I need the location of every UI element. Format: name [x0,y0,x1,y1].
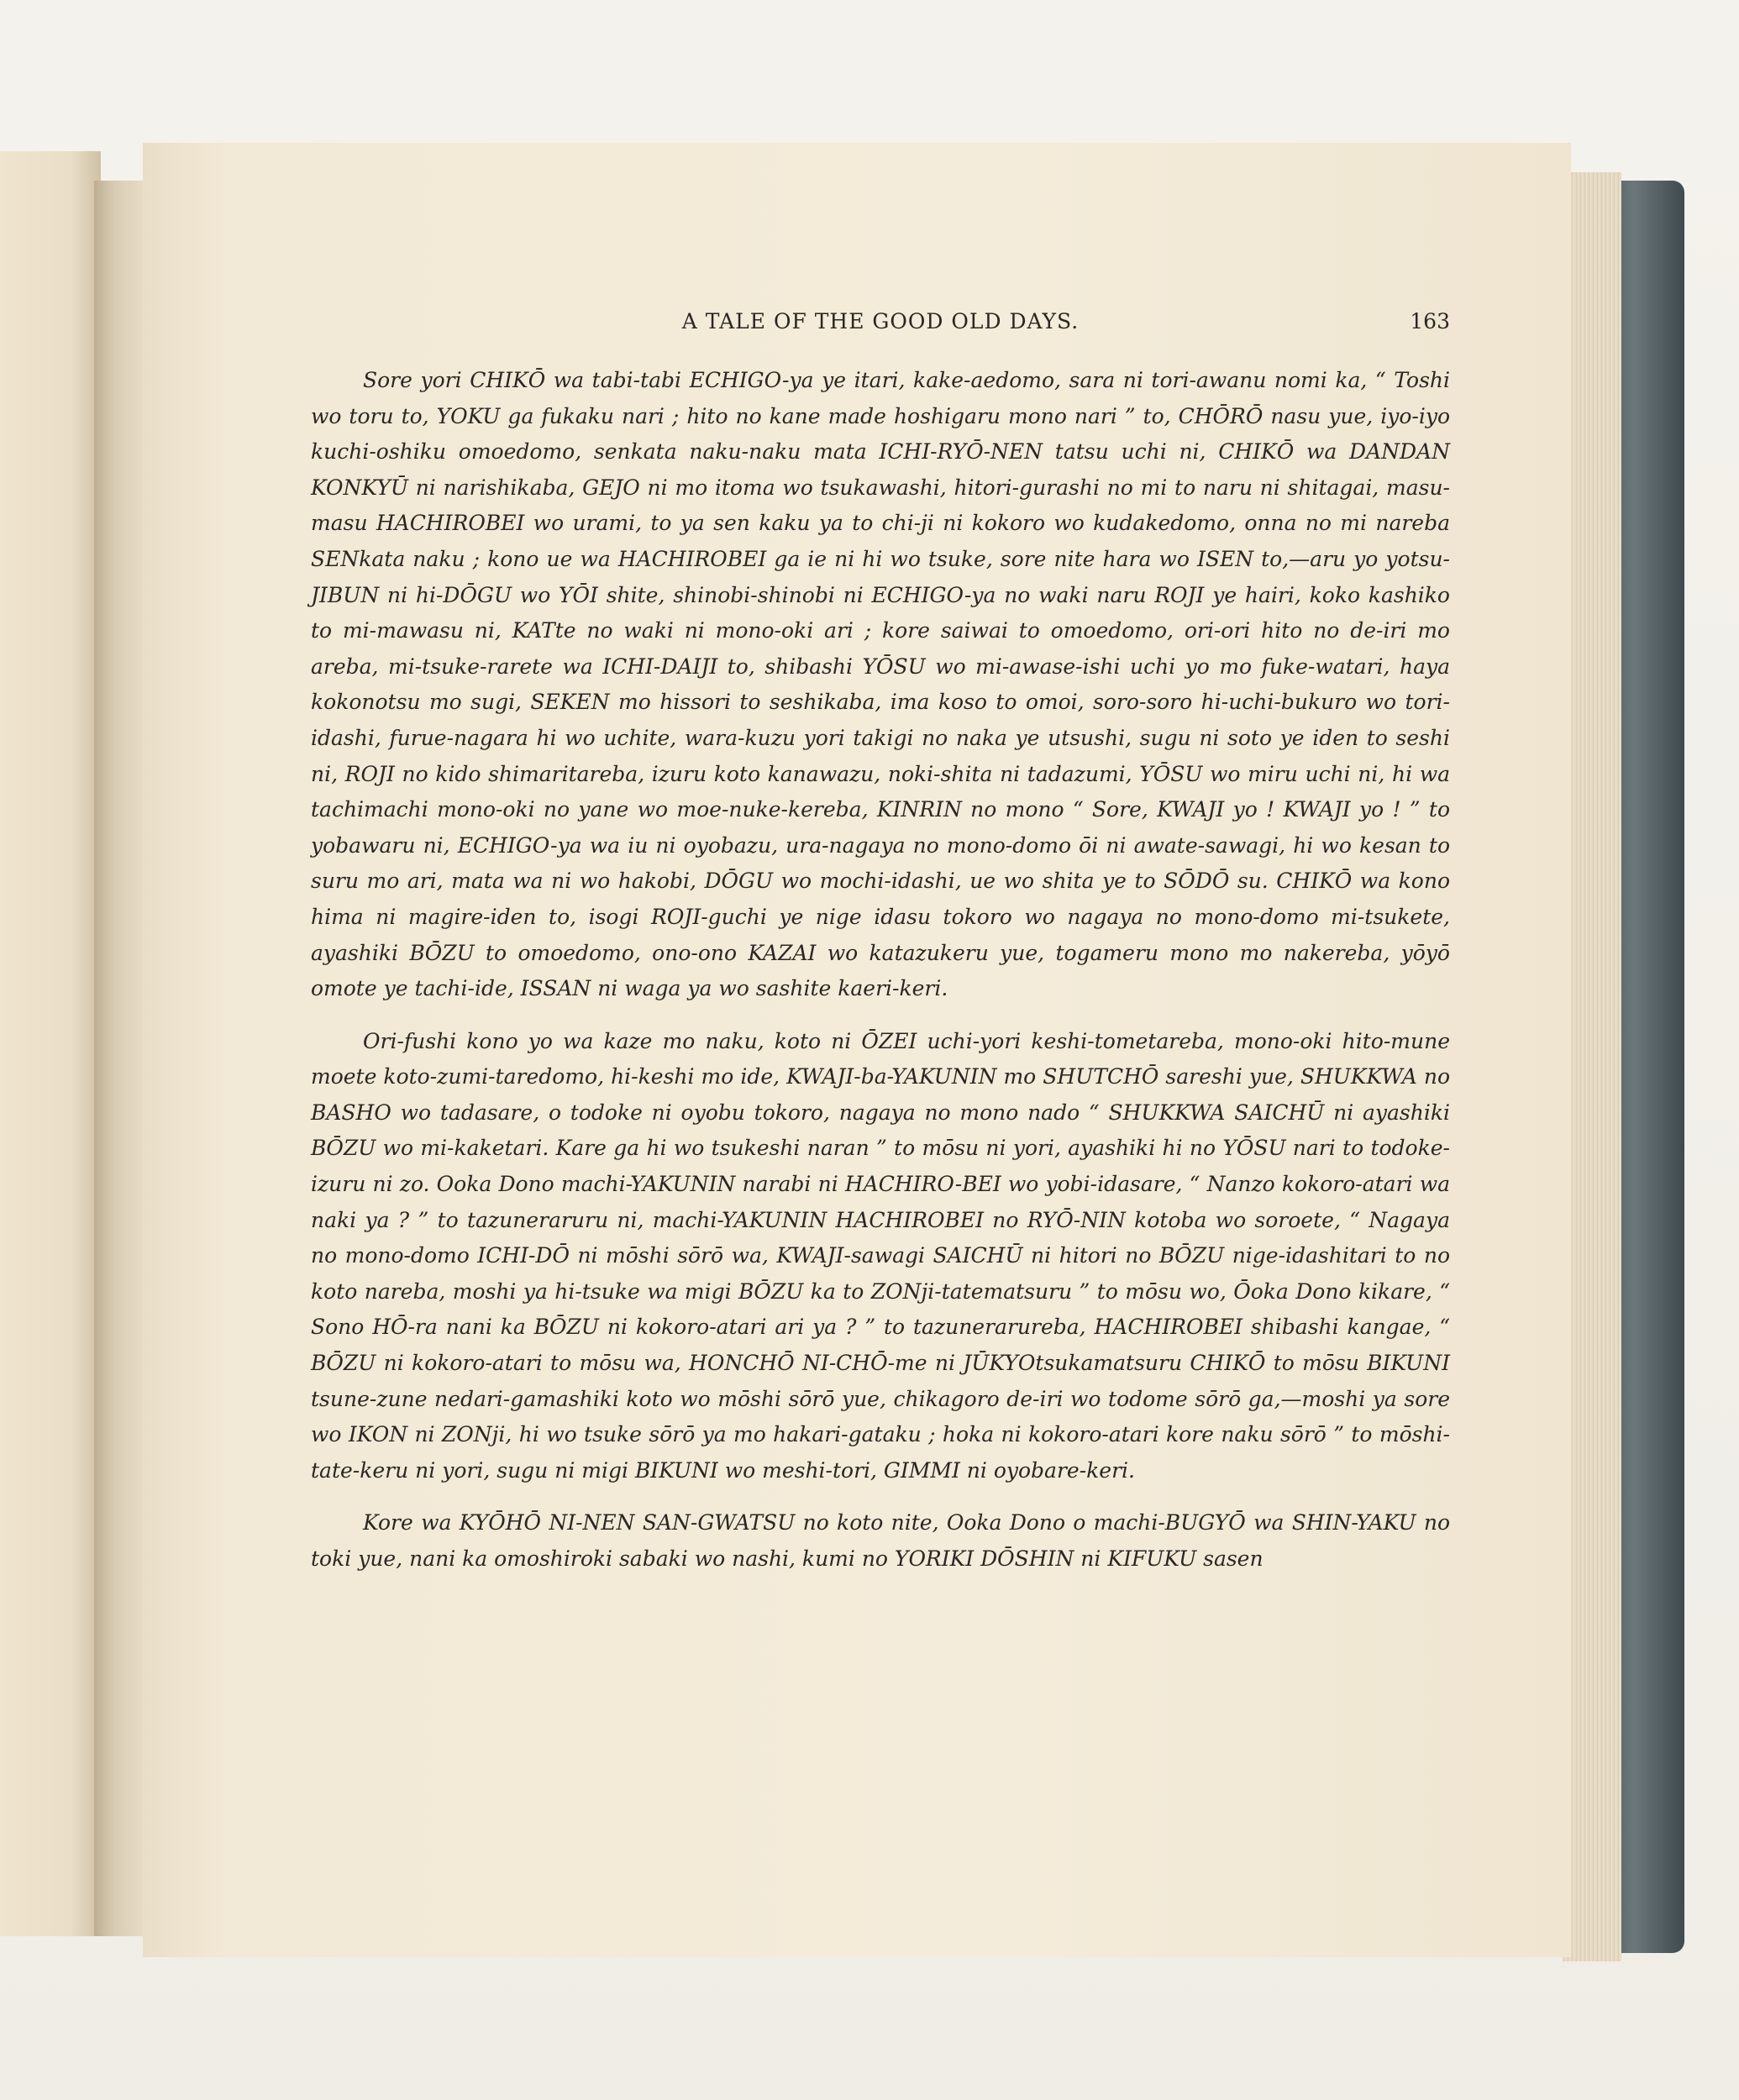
paragraph-1: Sore yori CHIKŌ wa tabi-tabi ECHIGO-ya ye itari, kake-aedomo, sara ni tori-awanu nomi ka, “ Toshi wo toru to, YOKU ga fukaku nari ; hito no kane made hoshigaru mono nari ” to, CHŌRŌ nasu yue, iyo-iyo kuchi-oshiku omoedomo, senkata naku-naku mata ICHI-RYŌ-NEN tatsu uchi ni, CHIKŌ wa DANDAN KONKYŪ ni narishikaba, GEJO ni mo itoma wo tsukawashi, hitori-gurashi no mi to naru ni shitagai, masu-masu HACHIROBEI wo urami, to ya sen kaku ya to chi-ji ni kokoro wo kudakedomo, onna no mi nareba SENkata naku ; kono ue wa HACHIROBEI ga ie ni hi wo tsuke, sore nite hara wo ISEN to,—aru yo yotsu-JIBUN ni hi-DŌGU wo YŌI shite, shinobi-shinobi ni ECHIGO-ya no waki naru ROJI ye hairi, koko kashiko to mi-mawasu ni, KATte no waki ni mono-oki ari ; kore saiwai to omoedomo, ori-ori hito no de-iri mo areba, mi-tsuke-rarete wa ICHI-DAIJI to, shibashi YŌSU wo mi-awase-ishi uchi yo mo fuke-watari, haya kokonotsu mo sugi, SEKEN mo hissori to seshikaba, ima koso to omoi, soro-soro hi-uchi-bukuro wo tori-idashi, furue-nagara hi wo uchite, wara-kuzu yori takigi no naka ye utsushi, sugu ni soto ye iden to seshi ni, ROJI no kido shimaritareba, izuru koto kanawazu, noki-shita ni tadazumi, YŌSU wo miru uchi ni, hi wa tachimachi mono-oki no yane wo moe-nuke-kereba, KINRIN no mono “ Sore, KWAJI yo ! KWAJI yo ! ” to yobawaru ni, ECHIGO-ya wa iu ni oyobazu, ura-nagaya no mono-domo ōi ni awate-sawagi, hi wo kesan to suru mo ari, mata wa ni wo hakobi, DŌGU wo mochi-idashi, ue wo shita ye to SŌDŌ su. CHIKŌ wa kono hima ni magire-iden to, isogi ROJI-guchi ye nige idasu tokoro wo nagaya no mono-domo mi-tsukete, ayashiki BŌZU to omoedomo, ono-ono KAZAI wo katazukeru yue, togameru mono mo nakereba, yōyō omote ye tachi-ide, ISSAN ni waga ya wo sashite kaeri-keri. [311,368,1450,1001]
book-page [143,143,1571,1957]
running-head [311,309,1450,343]
paragraph-3: Kore wa KYŌHŌ NI-NEN SAN-GWATSU no koto nite, Ooka Dono o machi-BUGYŌ wa SHIN-YAKU no toki yue, nani ka omoshiroki sabaki wo nashi, kumi no YORIKI DŌSHIN ni KIFUKU sasen [311,1510,1450,1571]
page-fore-edge [1563,172,1621,1961]
text-block [311,363,1450,1578]
facing-page [0,151,101,1936]
paragraph-2: Ori-fushi kono yo wa kaze mo naku, koto ni ŌZEI uchi-yori keshi-tometareba, mono-oki hito-mune moete koto-zumi-taredomo, hi-keshi mo ide, KWAJI-ba-YAKUNIN mo SHUTCHŌ sareshi yue, SHUKKWA no BASHO wo tadasare, o todoke ni oyobu tokoro, nagaya no mono nado “ SHUKKWA SAICHŪ ni ayashiki BŌZU wo mi-kaketari. Kare ga hi wo tsukeshi naran ” to mōsu ni yori, ayashiki hi no YŌSU nari to todoke-izuru ni zo. Ooka Dono machi-YAKUNIN narabi ni HACHIRO-BEI wo yobi-idasare, “ Nanzo kokoro-atari wa naki ya ? ” to tazuneraruru ni, machi-YAKUNIN HACHIROBEI no RYŌ-NIN kotoba wo soroete, “ Nagaya no mono-domo ICHI-DŌ ni mōshi sōrō wa, KWAJI-sawagi SAICHŪ ni hitori no BŌZU nige-idashitari to no koto nareba, moshi ya hi-tsuke wa migi BŌZU ka to ZONji-tatematsuru ” to mōsu wo, Ōoka Dono kikare, “ Sono HŌ-ra nani ka BŌZU ni kokoro-atari ari ya ? ” to tazunerarureba, HACHIROBEI shibashi kangae, “ BŌZU ni kokoro-atari to mōsu wa, HONCHŌ NI-CHŌ-me ni JŪKYOtsukamatsuru CHIKŌ to mōsu BIKUNI tsune-zune nedari-gamashiki koto wo mōshi sōrō yue, chikagoro de-iri wo todome sōrō ga,—moshi ya sore wo IKON ni ZONji, hi wo tsuke sōrō ya mo hakari-gataku ; hoka ni kokoro-atari kore naku sōrō ” to mōshi-tate-keru ni yori, sugu ni migi BIKUNI wo meshi-tori, GIMMI ni oyobare-keri. [311,1028,1450,1483]
page-number: 163 [1410,309,1450,333]
running-title: A TALE OF THE GOOD OLD DAYS. [681,309,1080,333]
book-gutter [94,181,144,1936]
